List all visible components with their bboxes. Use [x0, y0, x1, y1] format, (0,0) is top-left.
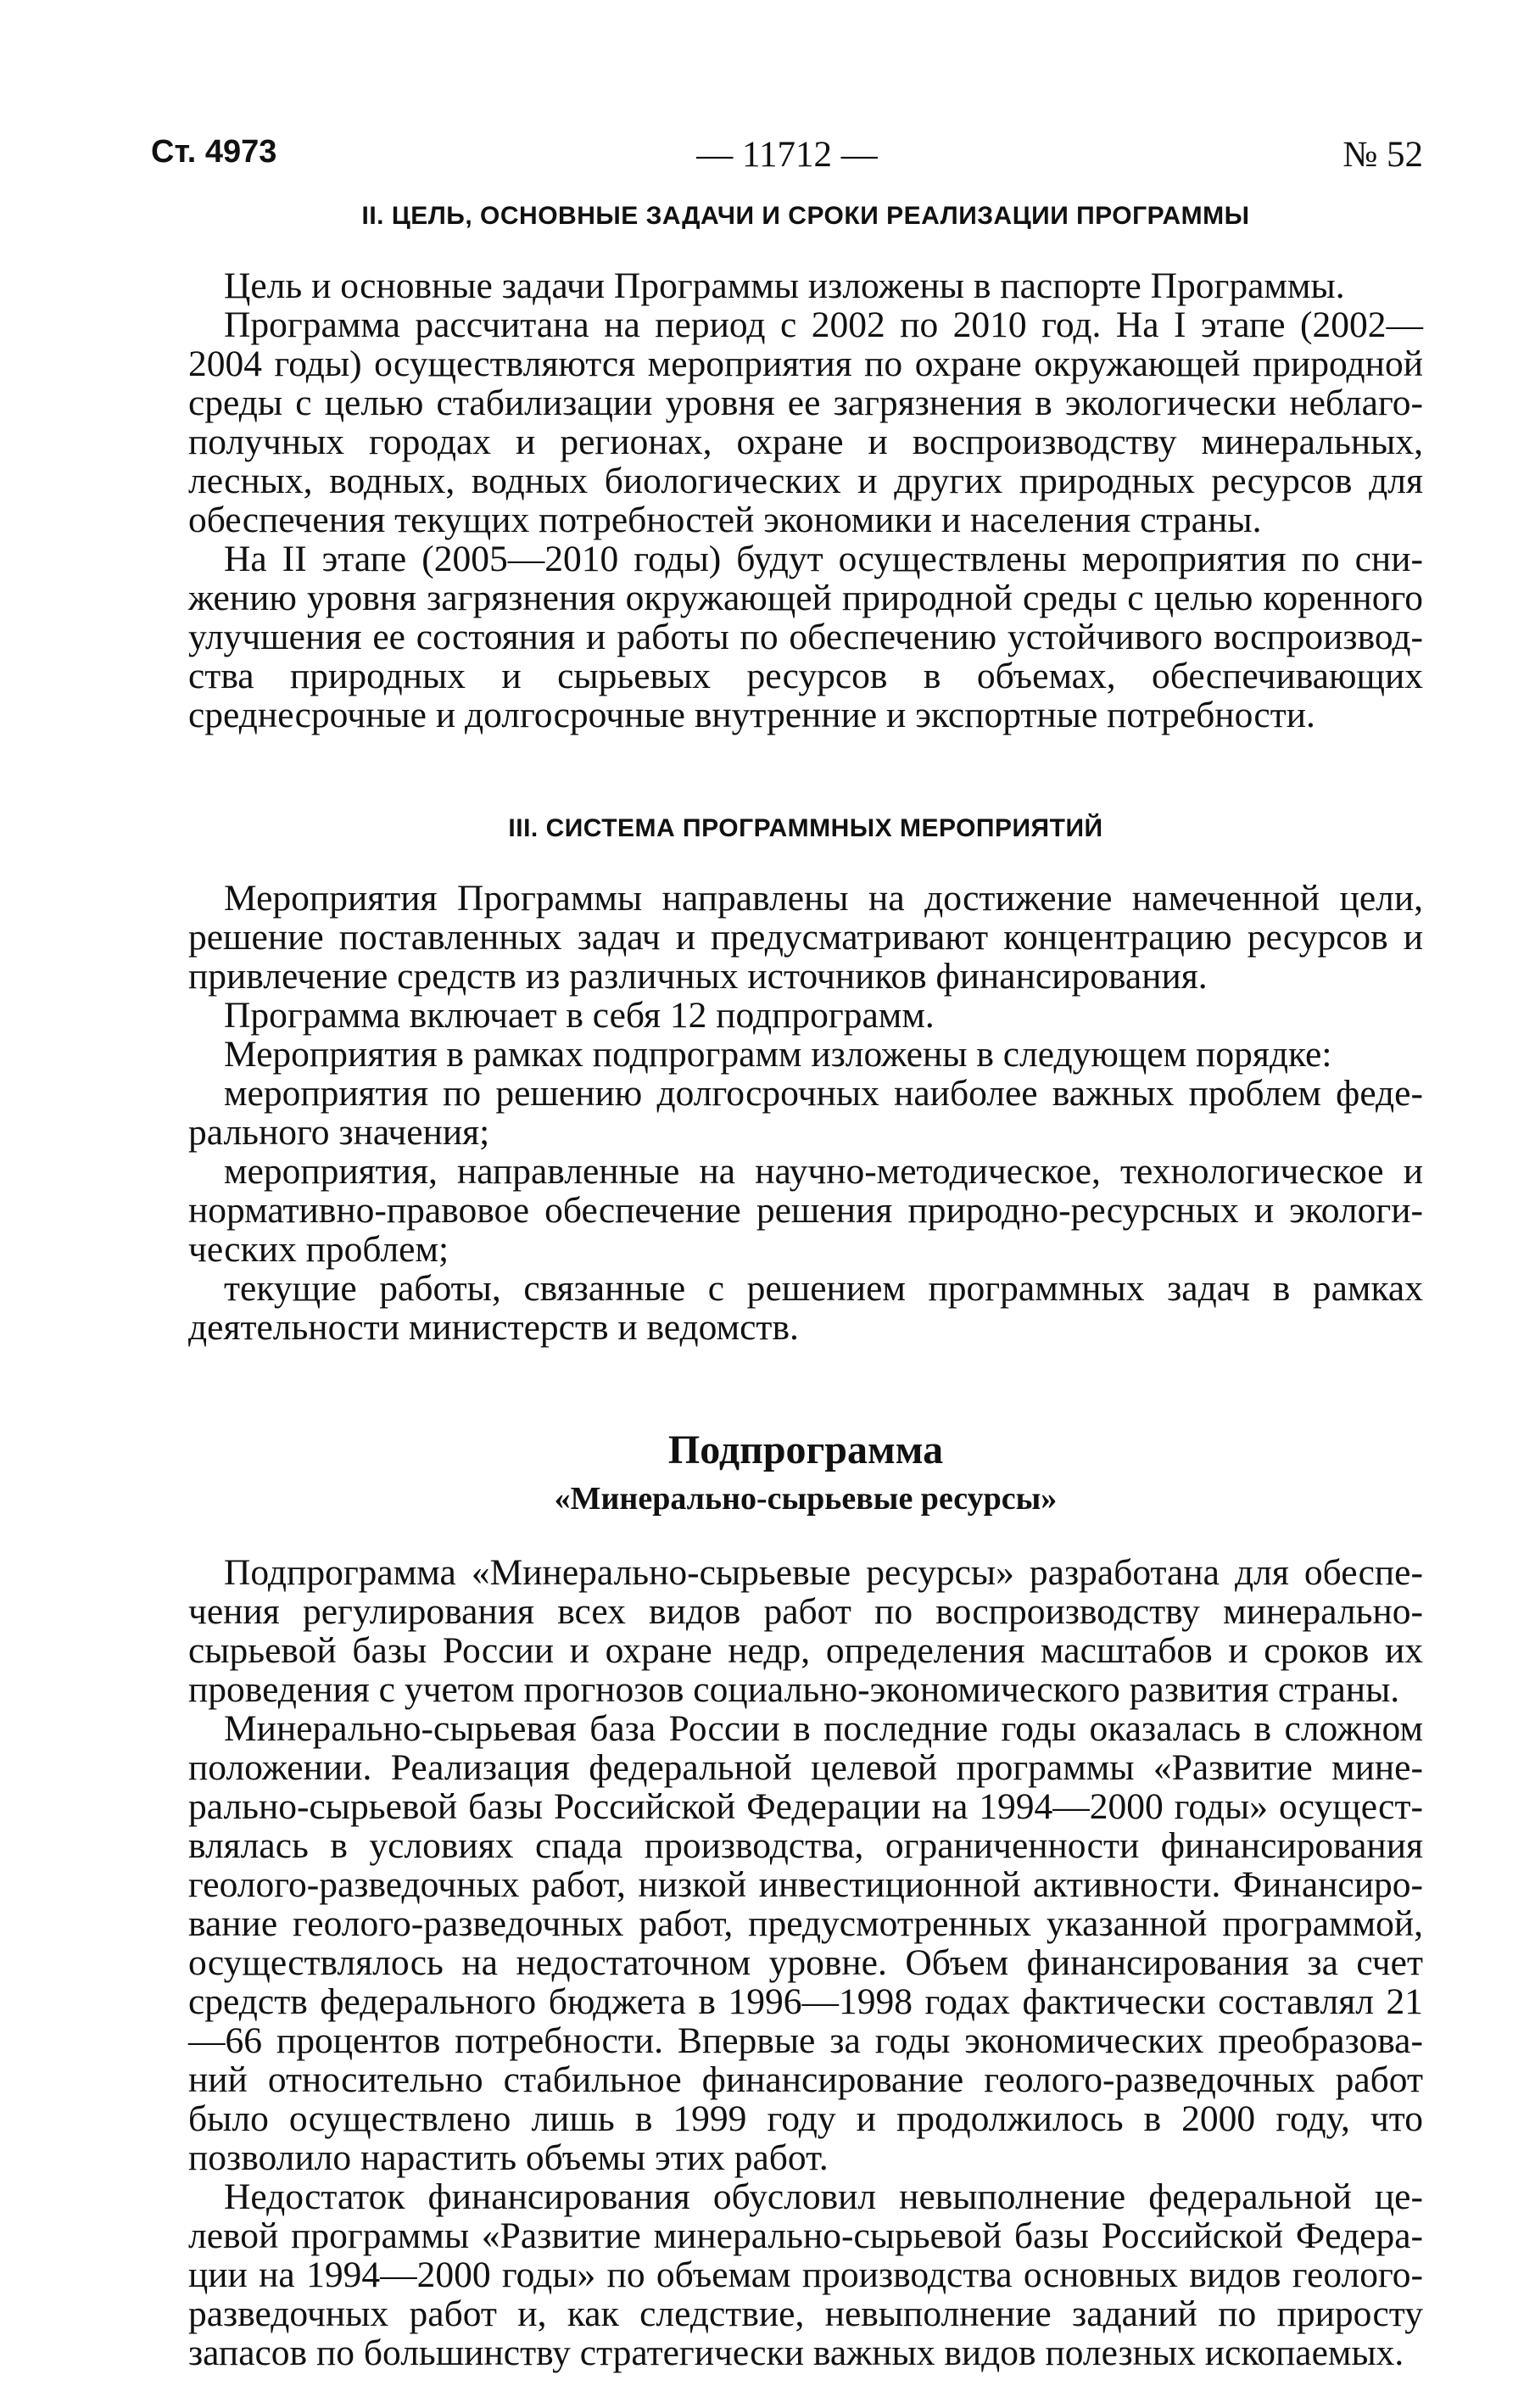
subprogram-title: Подпрограмма — [667, 1427, 944, 1472]
page-header — [151, 134, 1423, 185]
subprogram-paragraph: Минерально-сырьевая база России в последние годы оказалась в сложном положении. Реализация федеральной целевой программы «Развитие минерально-сырьевой базы Российской Федерации на 1994—2000 годы» осуществлялась в условиях спада производства, ограниченности финансирования геолого-разведочных работ, низкой инвестиционной активности. Финансирование геолого-разведочных работ, предусмотренных указанной программой, осуществлялось на недостаточном уровне. Объем финансирования за счет средств федерального бюджета в 1996—1998 годах фактически составлял 21—66 процентов потребности. Впервые за годы экономических преобразований относительно стабильное финансирование геолого-разведочных работ было осуществлено лишь в 1999 году и продолжилось в 2000 году, что позволило нарастить объемы этих работ. — [188, 1708, 1423, 2178]
subprogram-paragraph: Подпрограмма «Минерально-сырьевые ресурсы» разработана для обеспечения регулирования всех видов работ по воспроизводству минерально-сырьевой базы России и охране недр, определения масштабов и сроков их проведения с учетом прогнозов социально-экономического развития страны. — [188, 1552, 1423, 1710]
section-2-paragraph: Цель и основные задачи Программы изложены в паспорте Программы. — [224, 265, 1345, 306]
section-2-heading: II. ЦЕЛЬ, ОСНОВНЫЕ ЗАДАЧИ И СРОКИ РЕАЛИЗАЦИИ ПРОГРАММЫ — [361, 202, 1250, 230]
section-3-paragraph: Мероприятия в рамках подпрограмм изложены в следующем порядке: — [224, 1034, 1332, 1075]
subprogram-name: «Минерально-сырьевые ресурсы» — [554, 1481, 1058, 1517]
document-body — [188, 202, 1423, 2372]
page-reference: Ст. 4973 — [151, 134, 277, 170]
section-2-paragraph: Программа рассчитана на период с 2002 по 2010 год. На I этапе (2002—2004 годы) осуществляются мероприятия по охране окружающей природной среды с целью стабилизации уровня ее загрязнения в экологически неблагополучных городах и регионах, охране и воспроизводству минеральных, лесных, водных, водных биологических и других природных ресурсов для обеспечения текущих потребностей экономики и населения страны. — [188, 304, 1423, 540]
section-3-paragraph: Программа включает в себя 12 подпрограмм. — [224, 995, 935, 1036]
section-3-paragraph: мероприятия, направленные на научно-методическое, технологическое и нормативно-правовое обеспечение решения природно-ресурсных и экологических проблем; — [188, 1151, 1423, 1270]
page-number: — 11712 — — [696, 135, 878, 175]
section-3-paragraph: Мероприятия Программы направлены на достижение намеченной цели, решение поставленных задач и предусматривают концентрацию ресурсов и привлечение средств из различных источников финансирования. — [188, 878, 1423, 997]
section-3-paragraph: текущие работы, связанные с решением программных задач в рамках деятельности министерств и ведомств. — [188, 1268, 1423, 1348]
subprogram-paragraph: Недостаток финансирования обусловил невыполнение федеральной целевой программы «Развитие минерально-сырьевой базы Российской Федерации на 1994—2000 годы» по объемам производства основных видов геологоразведочных работ и, как следствие, невыполнение заданий по приросту запасов по большинству стратегически важных видов полезных ископаемых. — [188, 2176, 1423, 2373]
section-3-paragraph: мероприятия по решению долгосрочных наиболее важных проблем федерального значения; — [188, 1073, 1423, 1153]
section-2-paragraph: На II этапе (2005—2010 годы) будут осуществлены мероприятия по снижению уровня загрязнения окружающей природной среды с целью коренного улучшения ее состояния и работы по обеспечению устойчивого воспроизводства природных и сырьевых ресурсов в объемах, обеспечивающих среднесрочные и долгосрочные внутренние и экспортные потребности. — [188, 539, 1423, 735]
section-3-heading: III. СИСТЕМА ПРОГРАММНЫХ МЕРОПРИЯТИЙ — [508, 814, 1103, 842]
issue-number: № 52 — [1342, 135, 1423, 175]
